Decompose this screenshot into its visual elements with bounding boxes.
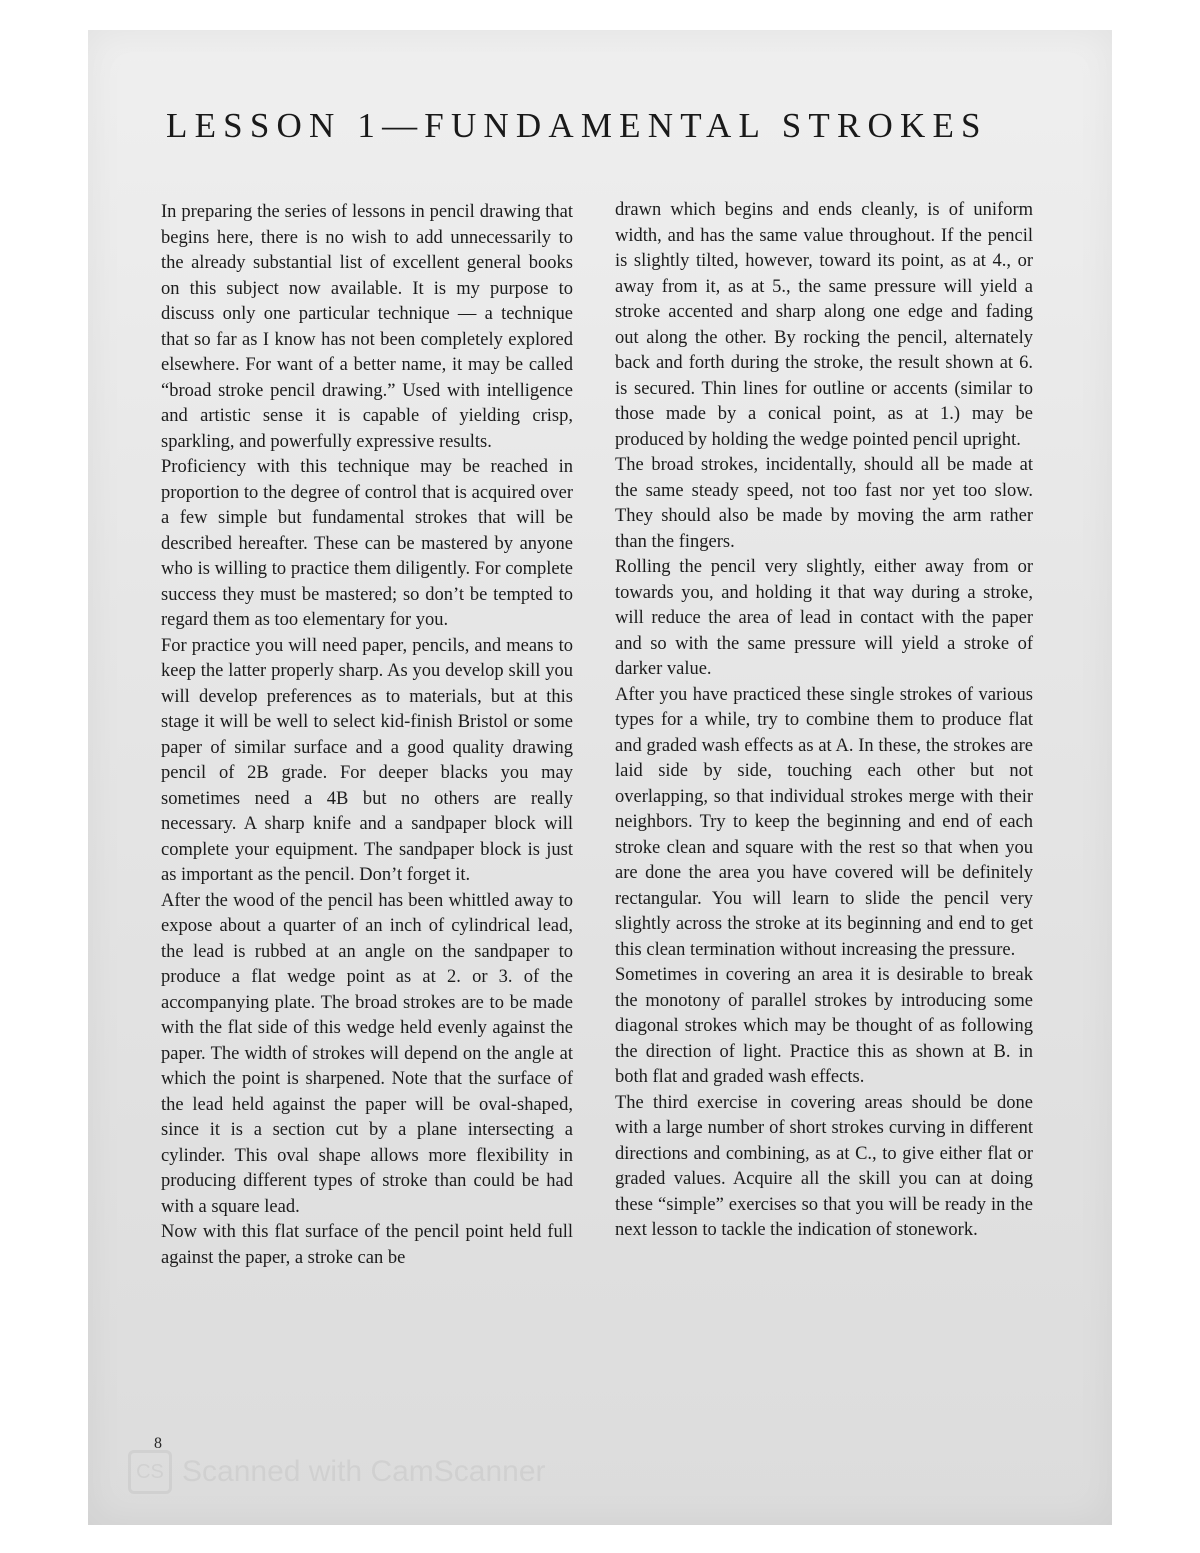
paragraph: For practice you will need paper, pencils, and means to keep the latter properly sharp. As you develop skill you will develop preferences as to materials, but at this stage it will be well to select kid-finish Bristol or some paper of similar surface and a good quality drawing pencil of 2B grade. For deeper blacks you may sometimes need a 4B but no others are really necessary. A sharp knife and a sandpaper block will complete your equipment. The sandpaper block is just as important as the pencil. Don’t forget it. <box>161 635 573 885</box>
lesson-title: LESSON 1—FUNDAMENTAL STROKES <box>166 106 988 145</box>
paragraph: The broad strokes, incidentally, should all be made at the same steady speed, not too fast nor yet too slow. They should also be made by moving the arm rather than the fingers. <box>615 455 1033 552</box>
scanned-page <box>88 30 1112 1525</box>
paragraph: The third exercise in covering areas should be done with a large number of short strokes curving in different directions and combining, as at C., to give either flat or graded values. Acquire all the skill you can at doing these “simple” exercises so that you will be ready in the next lesson to tackle the indication of stonework. <box>615 1092 1033 1240</box>
paragraph: Sometimes in covering an area it is desirable to break the monotony of parallel strokes by introducing some diagonal strokes which may be thought of as following the direction of light. Practice this as shown at B. in both flat and graded wash effects. <box>615 965 1033 1087</box>
left-column <box>161 200 573 1271</box>
paragraph: After you have practiced these single strokes of various types for a while, try to combine them to produce flat and graded wash effects as at A. In these, the strokes are laid side by side, touching each other but not overlapping, so that individual strokes merge with their neighbors. Try to keep the beginning and end of each stroke clean and square with the rest so that when you are done the area you have covered will be definitely rectangular. You will learn to slide the pencil very slightly across the stroke at its beginning and end to get this clean termination without increasing the pressure. <box>615 684 1033 960</box>
camscanner-logo-icon: CS <box>128 1450 172 1494</box>
paragraph: Rolling the pencil very slightly, either away from or towards you, and holding it that way during a stroke, will reduce the area of lead in contact with the paper and so with the same pressure will yield a stroke of darker value. <box>615 557 1033 679</box>
paragraph: drawn which begins and ends cleanly, is of uniform width, and has the same value throughout. If the pencil is slightly tilted, however, toward its point, as at 4., or away from it, as at 5., the same pressure will yield a stroke accented and sharp along one edge and fading out along the other. By rocking the pencil, alternately back and forth during the stroke, the result shown at 6. is secured. Thin lines for outline or accents (similar to those made by a conical point, as at 1.) may be produced by holding the wedge pointed pencil upright. <box>615 200 1033 450</box>
page-number: 8 <box>154 1435 162 1452</box>
paragraph: After the wood of the pencil has been whittled away to expose about a quarter of an inch of cylindrical lead, the lead is rubbed at an angle on the sandpaper to produce a flat wedge point as at 2. or 3. of the accompanying plate. The broad strokes are to be made with the flat side of this wedge held evenly against the paper. The width of strokes will depend on the angle at which the point is sharpened. Note that the surface of the lead held against the paper will be oval-shaped, since it is a section cut by a plane intersecting a cylinder. This oval shape allows more flexibility in producing different types of stroke than could be had with a square lead. <box>161 890 573 1217</box>
scanner-watermark <box>128 1450 546 1494</box>
paragraph: In preparing the series of lessons in pencil drawing that begins here, there is no wish to add unnecessarily to the already substantial list of excellent general books on this subject now available. It is my purpose to discuss only one particular technique — a technique that so far as I know has not been completely explored elsewhere. For want of a better name, it may be called “broad stroke pencil drawing.” Used with intelligence and artistic sense it is capable of yielding crisp, sparkling, and powerfully expressive results. <box>161 202 573 452</box>
paragraph: Now with this flat surface of the pencil point held full against the paper, a stroke can be <box>161 1222 573 1268</box>
paragraph: Proficiency with this technique may be reached in proportion to the degree of control that is acquired over a few simple but fundamental strokes that will be described hereafter. These can be mastered by anyone who is willing to practice them diligently. For complete success they must be mastered; so don’t be tempted to regard them as too elementary for you. <box>161 457 573 630</box>
watermark-text: Scanned with CamScanner <box>182 1455 546 1488</box>
right-column <box>615 198 1033 1244</box>
